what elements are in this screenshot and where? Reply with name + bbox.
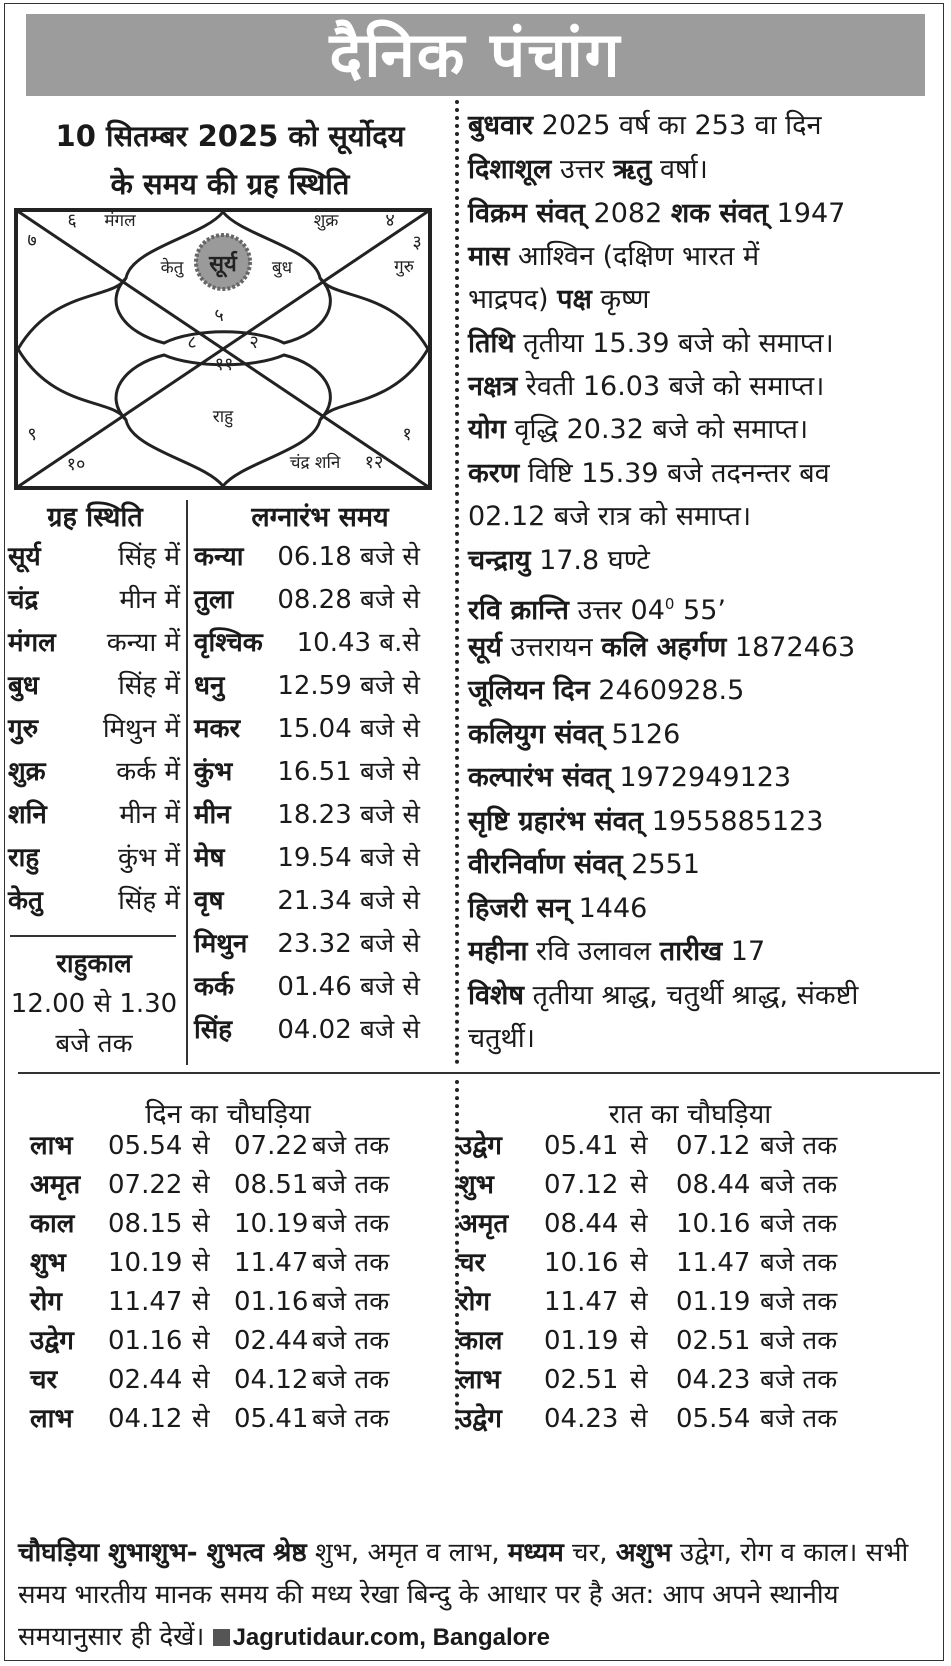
graha-sign: कर्क में [116,757,180,787]
choghadiya-se: से [630,1131,648,1161]
panchang-label: कलियुग संवत् [468,719,603,750]
panchang-label: हिजरी सन् [468,893,571,924]
choghadiya-se: से [192,1131,210,1161]
graha-planet: राहु [8,843,40,873]
panchang-value: वृद्धि 20.32 बजे को समाप्त। [505,414,809,445]
day-choghadiya-row [30,1126,450,1167]
choghadiya-to: 10.16 [676,1209,751,1239]
choghadiya-tak: बजे तक [760,1131,838,1161]
lagna-time: 10.43 ब.से [296,628,420,658]
house-number-10: ८ [187,332,197,353]
choghadiya-name: अमृत [458,1209,509,1239]
panchang-line [468,799,944,845]
day-choghadiya-row [30,1204,450,1245]
choghadiya-name: लाभ [30,1131,73,1161]
choghadiya-se: से [192,1365,210,1395]
footer-t2: चर, [563,1538,616,1568]
choghadiya-from: 04.12 [108,1404,183,1434]
panchang-value: 2025 वर्ष का 253 वा दिन [533,110,822,141]
choghadiya-se: से [192,1404,210,1434]
choghadiya-tak: बजे तक [312,1326,390,1356]
lagna-sign: वृश्चिक [194,628,263,658]
lagna-time: 08.28 बजे से [277,585,420,615]
choghadiya-to: 02.51 [676,1326,751,1356]
choghadiya-tak: बजे तक [760,1326,838,1356]
choghadiya-se: से [192,1209,210,1239]
night-choghadiya-row [458,1243,878,1284]
choghadiya-name: काल [30,1209,75,1239]
footer-t1: शुभ, अमृत व लाभ, [306,1538,508,1568]
panchang-label: सृष्टि ग्रहारंभ संवत् [468,806,644,837]
choghadiya-from: 01.16 [108,1326,183,1356]
graha-sign: सिंह में [118,542,180,572]
panchang-label: महीना [468,936,528,967]
panchang-line [468,886,944,932]
choghadiya-se: से [630,1170,648,1200]
night-choghadiya-heading: रात का चौघड़िया [608,1099,772,1130]
panchang-label: करण [468,458,520,489]
house-number-1: ५ [214,305,224,326]
choghadiya-tak: बजे तक [312,1365,390,1395]
choghadiya-from: 11.47 [108,1287,183,1317]
panchang-label: चन्द्रायु [468,545,531,576]
panchang-label: कलि अहर्गण [601,632,727,663]
rahukaal-time: 12.00 से 1.30 [10,989,178,1019]
kundali-chart [14,208,432,490]
lagna-sign: धनु [194,671,225,701]
night-choghadiya-row [458,1282,878,1323]
choghadiya-tak: बजे तक [312,1287,390,1317]
choghadiya-se: से [630,1326,648,1356]
panchang-label: योग [468,414,506,445]
footer-b2: मध्यम [507,1538,564,1568]
panchang-value: 5126 [602,719,681,750]
graha-sign: कन्या में [106,628,180,658]
choghadiya-tak: बजे तक [760,1404,838,1434]
panchang-label: मास [468,241,510,272]
graha-sign: कुंभ में [117,843,180,873]
choghadiya-tak: बजे तक [312,1404,390,1434]
choghadiya-to: 01.19 [676,1287,751,1317]
panchang-value: आश्विन (दक्षिण भारत में [509,241,760,272]
graha-sign: मीन में [119,800,180,830]
choghadiya-to: 02.44 [234,1326,309,1356]
choghadiya-to: 05.41 [234,1404,309,1434]
footer-brand: Jagrutidaur.com, Bangalore [232,1624,550,1651]
lagna-time: 15.04 बजे से [277,714,420,744]
choghadiya-se: से [192,1170,210,1200]
choghadiya-tak: बजे तक [312,1248,390,1278]
choghadiya-tak: बजे तक [760,1248,838,1278]
choghadiya-tak: बजे तक [312,1131,390,1161]
planet-budh: बुध [271,258,293,278]
choghadiya-name: शुभ [458,1170,494,1200]
house-number-8: १० [66,454,86,475]
footer-b1: चौघड़िया शुभाशुभ- शुभत्व श्रेष्ठ [18,1538,307,1568]
panchang-value: वर्षा। [651,154,708,185]
lagna-time: 16.51 बजे से [277,757,420,787]
panchang-line [468,103,944,149]
chart-heading-line1: 10 सितम्बर 2025 को सूर्योदय [55,119,405,153]
choghadiya-from: 02.51 [544,1365,619,1395]
planet-shukra: शुक्र [313,211,339,231]
choghadiya-to: 10.19 [234,1209,309,1239]
lagna-sign: मीन [194,800,231,830]
square-icon [213,1629,230,1646]
graha-planet: शनि [8,800,47,830]
lagna-sign: कन्या [194,542,244,572]
panchang-label: शक संवत् [670,198,768,229]
choghadiya-to: 07.22 [234,1131,309,1161]
lagna-time: 23.32 बजे से [277,929,420,959]
panchang-label: दिशाशूल [468,154,552,185]
choghadiya-from: 05.41 [544,1131,619,1161]
graha-sthiti-heading: ग्रह स्थिति [47,502,143,533]
graha-lagna-divider [186,500,188,1065]
panchang-value: 1955885123 [643,806,824,837]
panchang-line [468,494,944,540]
planet-guru: गुरु [394,257,414,277]
panchang-label: बुधवार [468,110,534,141]
choghadiya-name: लाभ [30,1404,73,1434]
panchang-value: कृष्ण [591,284,650,315]
lagna-sign: वृष [194,886,224,916]
footer-note [18,1532,933,1659]
panchang-value: तृतीया श्राद्ध, चतुर्थी श्राद्ध, संकष्टी [523,980,859,1011]
panchang-label: रवि क्रान्ति [468,595,569,626]
panchang-value: 2082 [584,198,671,229]
house-number-5: १ [402,424,412,445]
night-choghadiya-row [458,1360,878,1401]
panchang-line [468,538,944,584]
choghadiya-from: 10.16 [544,1248,619,1278]
panchang-value: 1972949123 [610,762,792,793]
house-number-4: २ [249,332,259,353]
lagna-sign: कर्क [194,972,234,1002]
choghadiya-tak: बजे तक [312,1170,390,1200]
choghadiya-name: रोग [458,1287,491,1317]
choghadiya-name: अमृत [30,1170,81,1200]
choghadiya-name: रोग [30,1287,63,1317]
day-choghadiya-row [30,1399,450,1440]
choghadiya-divider [18,1072,940,1074]
choghadiya-tak: बजे तक [760,1365,838,1395]
graha-planet: बुध [8,671,39,701]
panchang-line [468,321,944,367]
panchang-value: चतुर्थी। [468,1023,536,1054]
graha-sign: मीन में [119,585,180,615]
choghadiya-to: 04.12 [234,1365,309,1395]
rahukaal-title: राहुकाल [56,949,132,979]
choghadiya-to: 05.54 [676,1404,751,1434]
column-divider-dotted [455,100,459,1065]
graha-sign: सिंह में [118,886,180,916]
choghadiya-to: 01.16 [234,1287,309,1317]
panchang-label: वीरनिर्वाण संवत् [468,849,623,880]
choghadiya-from: 01.19 [544,1326,619,1356]
panchang-line [468,234,944,280]
lagna-sign: मिथुन [194,929,248,959]
choghadiya-from: 05.54 [108,1131,183,1161]
lagna-sign: सिंह [194,1015,233,1045]
choghadiya-tak: बजे तक [312,1209,390,1239]
day-choghadiya-row [30,1165,450,1206]
chart-heading [10,112,450,208]
choghadiya-name: काल [458,1326,503,1356]
planet-sun: सूर्य [209,252,237,277]
choghadiya-from: 11.47 [544,1287,619,1317]
choghadiya-se: से [630,1365,648,1395]
panchang-line [468,147,944,193]
day-choghadiya-row [30,1360,450,1401]
panchang-label: पक्ष [557,284,592,315]
panchang-label: विक्रम संवत् [468,198,585,229]
panchang-line [468,755,944,801]
panchang-label: जूलियन दिन [468,675,590,706]
lagna-time: 06.18 बजे से [277,542,420,572]
choghadiya-to: 08.51 [234,1170,309,1200]
graha-planet: शुक्र [8,757,46,787]
lagna-time: 18.23 बजे से [277,800,420,830]
lagna-time: 19.54 बजे से [277,843,420,873]
panchang-value: रवि उलावल [527,936,660,967]
panchang-line [468,191,944,237]
chart-heading-line2: के समय की ग्रह स्थिति [110,167,350,201]
panchang-value: 17 [722,936,766,967]
graha-planet: मंगल [8,628,56,658]
rahukaal-suffix: बजे तक [55,1029,133,1059]
panchang-line [468,277,944,323]
night-choghadiya-row [458,1399,878,1440]
house-number-9: ९ [27,424,37,445]
night-choghadiya-row [458,1165,878,1206]
panchang-label: कल्पारंभ संवत् [468,762,611,793]
panchang-line [468,1016,944,1062]
choghadiya-to: 07.12 [676,1131,751,1161]
night-choghadiya-row [458,1204,878,1245]
panchang-label: विशेष [468,980,524,1011]
lagna-sign: मेष [194,843,225,873]
degree-mark: 0 [664,595,675,613]
choghadiya-name: शुभ [30,1248,66,1278]
choghadiya-se: से [630,1209,648,1239]
choghadiya-se: से [630,1248,648,1278]
house-number-12: ६ [67,210,77,231]
planet-rahu: राहु [212,407,234,427]
panchang-label: ऋतु [613,154,652,185]
choghadiya-name: लाभ [458,1365,501,1395]
panchang-value: 17.8 घण्टे [530,545,650,576]
panchang-value: 55’ [674,595,726,626]
choghadiya-name: उद्वेग [30,1326,74,1356]
house-number-11: ७ [27,230,37,251]
day-choghadiya-row [30,1321,450,1362]
panchang-line [468,625,944,671]
graha-planet: सूर्य [8,542,41,572]
panchang-label: तिथि [468,328,515,359]
graha-sign: मिथुन में [102,714,180,744]
panchang-value: तृतीया 15.39 बजे को समाप्त। [514,328,834,359]
lagna-time: 04.02 बजे से [277,1015,420,1045]
panchang-value: भाद्रपद) [468,284,558,315]
graha-planet: चंद्र [8,585,39,615]
panchang-label: तारीख [659,936,723,967]
choghadiya-name: चर [458,1248,486,1278]
footer-t3: उद्वेग, रोग व काल। सभी समय भारतीय मानक समय की मध्य रेखा बिन्दु के आधार पर है अत: आप अपने स्थानीय समयानुसार ही देखें। [18,1538,909,1652]
house-number-3: ३ [412,232,422,253]
choghadiya-name: उद्वेग [458,1131,502,1161]
planet-mangal: मंगल [104,211,136,231]
panchang-line [468,407,944,453]
footer-b3: अशुभ [615,1538,672,1568]
choghadiya-to: 04.23 [676,1365,751,1395]
choghadiya-name: उद्वेग [458,1404,502,1434]
panchang-value: 2551 [622,849,700,880]
choghadiya-tak: बजे तक [760,1170,838,1200]
choghadiya-from: 08.44 [544,1209,619,1239]
panchang-value: 1446 [570,893,648,924]
panchang-value: 02.12 बजे रात्र को समाप्त। [468,501,752,532]
choghadiya-to: 08.44 [676,1170,751,1200]
panchang-value: उत्तर 04 [568,595,665,626]
choghadiya-from: 10.19 [108,1248,183,1278]
house-number-6: १२ [364,452,384,473]
choghadiya-se: से [630,1287,648,1317]
panchang-value: उत्तरायन [501,632,602,663]
choghadiya-tak: बजे तक [760,1209,838,1239]
lagna-sign: मकर [194,714,241,744]
planet-ketu: केतु [160,258,184,278]
choghadiya-tak: बजे तक [760,1287,838,1317]
day-choghadiya-row [30,1243,450,1284]
panchang-value: 2460928.5 [589,675,745,706]
lagna-time: 21.34 बजे से [277,886,420,916]
planet-chandra-shani: चंद्र शनि [289,453,341,473]
panchang-value: उत्तर [551,154,614,185]
house-number-7: ११ [214,354,234,375]
panchang-value: 1872463 [726,632,856,663]
night-choghadiya-row [458,1321,878,1362]
panchang-value: रेवती 16.03 बजे को समाप्त। [517,371,825,402]
house-number-2: ४ [385,210,395,231]
choghadiya-to: 11.47 [676,1248,751,1278]
night-choghadiya-row [458,1126,878,1167]
day-choghadiya-row [30,1282,450,1323]
panchang-value: विष्टि 15.39 बजे तदनन्तर बव [519,458,830,489]
page-title: दैनिक पंचांग [26,14,925,96]
lagna-time: 12.59 बजे से [277,671,420,701]
rahukaal-divider [10,935,176,937]
choghadiya-to: 11.47 [234,1248,309,1278]
choghadiya-se: से [192,1287,210,1317]
choghadiya-from: 08.15 [108,1209,183,1239]
panchang-line [468,451,944,497]
rahukaal-box [6,944,182,1064]
panchang-line [468,973,944,1019]
choghadiya-se: से [192,1326,210,1356]
lagna-heading: लग्नारंभ समय [251,502,389,533]
panchang-line [468,929,944,975]
panchang-line [468,842,944,888]
graha-planet: गुरु [8,714,39,744]
day-choghadiya-heading: दिन का चौघड़िया [145,1099,311,1130]
choghadiya-se: से [192,1248,210,1278]
choghadiya-from: 02.44 [108,1365,183,1395]
panchang-line [468,668,944,714]
panchang-line [468,364,944,410]
lagna-time: 01.46 बजे से [277,972,420,1002]
lagna-sign: तुला [194,585,234,615]
graha-sign: सिंह में [118,671,180,701]
panchang-value: 1947 [768,198,846,229]
panchang-label: नक्षत्र [468,371,518,402]
panchang-line [468,712,944,758]
panchang-label: सूर्य [468,632,502,663]
choghadiya-from: 07.22 [108,1170,183,1200]
choghadiya-from: 07.12 [544,1170,619,1200]
lagna-sign: कुंभ [194,757,233,787]
graha-planet: केतु [8,886,43,916]
choghadiya-name: चर [30,1365,58,1395]
choghadiya-from: 04.23 [544,1404,619,1434]
choghadiya-se: से [630,1404,648,1434]
